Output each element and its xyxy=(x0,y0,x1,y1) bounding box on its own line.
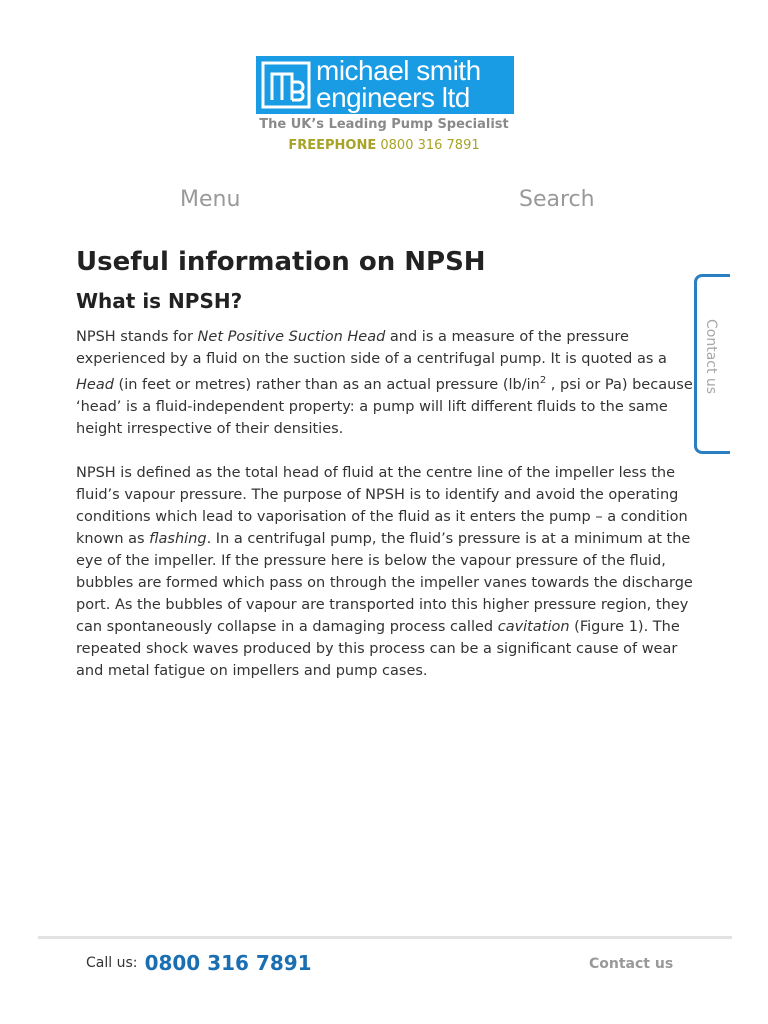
paragraph-text: , psi or Pa) because ‘head’ is a fluid-independent property: a pump will lift different fluids to the same height irrespective of their densities. xyxy=(76,376,693,437)
superscript-text: 2 xyxy=(539,375,547,386)
contact-tab-label: Contact us xyxy=(703,319,719,395)
freephone-label: FREEPHONE xyxy=(288,138,377,153)
call-us-number[interactable]: 0800 316 7891 xyxy=(144,951,312,975)
footer-divider xyxy=(38,936,732,939)
freephone-line[interactable] xyxy=(0,138,768,153)
footer-contact-us-link[interactable]: Contact us xyxy=(589,956,674,972)
page-title: Useful information on NPSH xyxy=(76,247,486,277)
paragraph-text: and is a measure of the pressure experienced by a fluid on the suction side of a centrifugal pump. It is quoted as a xyxy=(76,329,667,367)
logo-text-line2: engineers ltd xyxy=(316,82,470,113)
search-button[interactable]: Search xyxy=(519,187,595,212)
paragraph-text: (Figure 1). The repeated shock waves produced by this process can be a significant cause of wear and metal fatigue on impellers and pump cases. xyxy=(76,618,680,679)
menu-button[interactable]: Menu xyxy=(180,187,241,212)
paragraph-text: NPSH stands for xyxy=(76,329,198,345)
paragraph-text: NPSH is defined as the total head of fluid at the centre line of the impeller less the fluid’s vapour pressure. The purpose of NPSH is to identify and avoid the operating conditions which lead to vaporisation of the fluid as it enters the pump – a condition known as xyxy=(76,464,688,547)
paragraph-text: . In a centrifugal pump, the fluid’s pressure is at a minimum at the eye of the impeller. If the pressure here is below the vapour pressure of the fluid, bubbles are formed which pass on through the impeller vanes towards the discharge port. As the bubbles of vapour are transported into this higher pressure region, they can spontaneously collapse in a damaging process called xyxy=(76,530,693,635)
emphasis-text: cavitation xyxy=(497,618,570,635)
site-tagline: The UK’s Leading Pump Specialist xyxy=(259,117,509,132)
freephone-number[interactable]: 0800 316 7891 xyxy=(380,138,480,153)
footer-call-us[interactable] xyxy=(86,951,312,975)
paragraph-text: (in feet or metres) rather than as an actual pressure (lb/in xyxy=(113,376,540,393)
contact-us-side-tab[interactable] xyxy=(694,274,730,454)
msel-logo-mark-icon xyxy=(260,60,312,110)
emphasis-text: Head xyxy=(76,376,114,393)
paragraph-npsh-definition xyxy=(76,326,696,440)
main-content xyxy=(76,244,696,704)
section-title: What is NPSH? xyxy=(76,289,243,313)
site-logo[interactable] xyxy=(256,56,514,114)
logo-text-line1: michael smith xyxy=(316,56,481,86)
paragraph-npsh-cavitation xyxy=(76,462,696,682)
emphasis-text: Net Positive Suction Head xyxy=(197,329,386,345)
call-us-label: Call us: xyxy=(86,955,138,971)
emphasis-text: flashing xyxy=(149,530,207,547)
